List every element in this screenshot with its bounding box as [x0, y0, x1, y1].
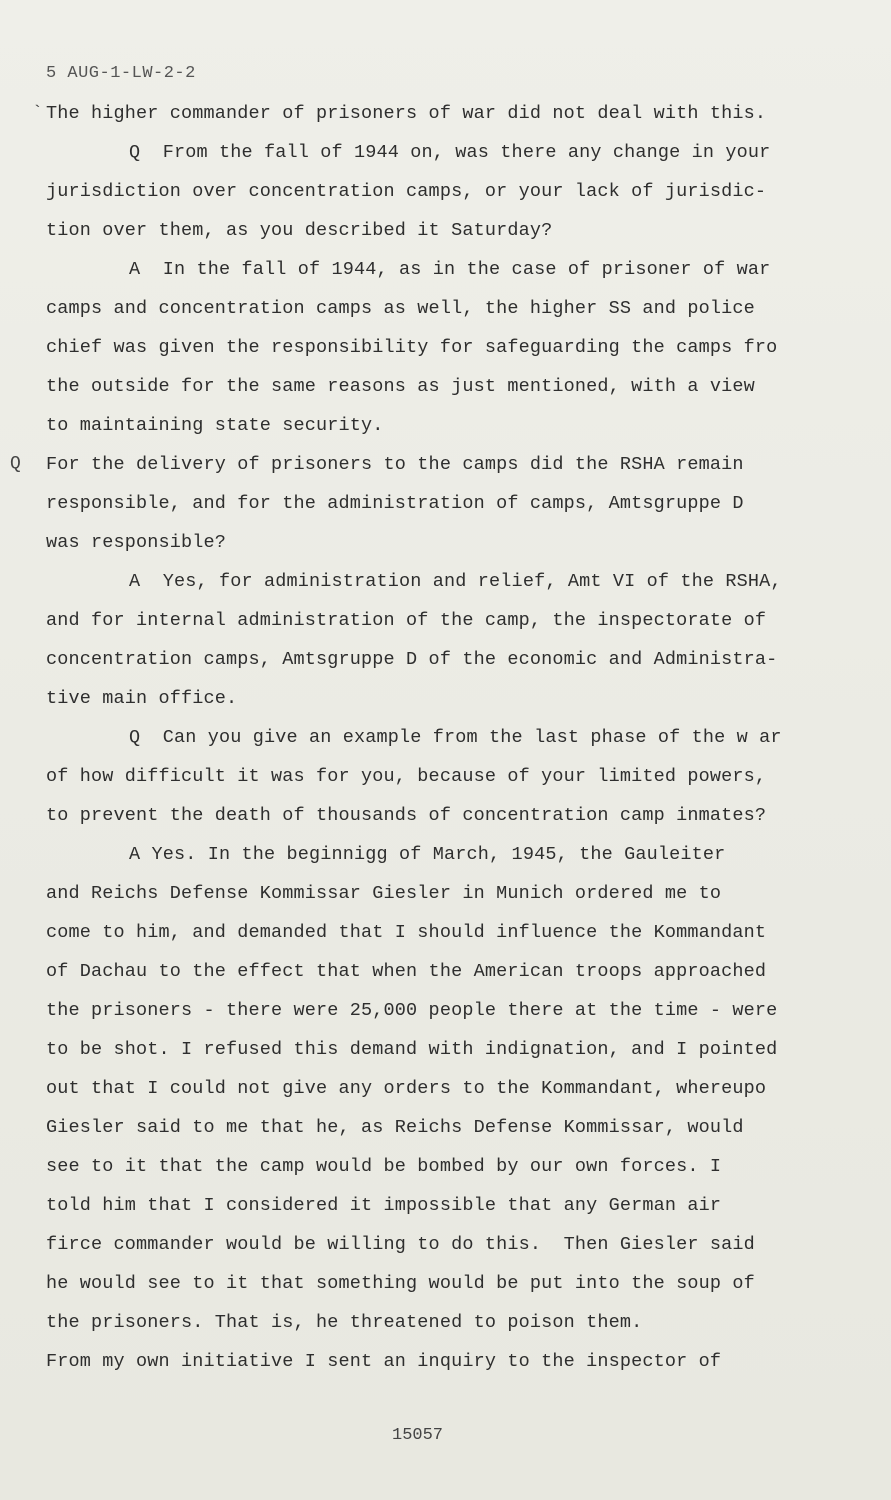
page-number: 15057 — [392, 1426, 444, 1445]
text-line: was responsible? — [46, 532, 227, 553]
text-line: Giesler said to me that he, as Reichs Defense Kommissar, would — [46, 1117, 744, 1138]
text-line: and Reichs Defense Kommissar Giesler in Munich ordered me to — [46, 883, 722, 904]
text-line: A Yes, for administration and relief, Amt VI of the RSHA, — [129, 571, 782, 592]
text-line: concentration camps, Amtsgruppe D of the economic and Administra- — [46, 649, 778, 670]
text-line: The higher commander of prisoners of war did not deal with this. — [46, 103, 767, 124]
text-line: told him that I considered it impossible that any German air — [46, 1195, 722, 1216]
text-line: tive main office. — [46, 688, 238, 709]
text-line: tion over them, as you described it Saturday? — [46, 220, 553, 241]
text-line: From my own initiative I sent an inquiry to the inspector of — [46, 1351, 722, 1372]
tick-mark: ` — [32, 104, 43, 124]
text-line: responsible, and for the administration of camps, Amtsgruppe D — [46, 493, 744, 514]
text-line: and for internal administration of the camp, the inspectorate of — [46, 610, 767, 631]
text-line: to maintaining state security. — [46, 415, 384, 436]
text-line: the outside for the same reasons as just mentioned, with a view — [46, 376, 755, 397]
text-line: For the delivery of prisoners to the camps did the RSHA remain — [46, 454, 744, 475]
text-line: Q Can you give an example from the last phase of the w ar — [129, 727, 782, 748]
text-line: to prevent the death of thousands of concentration camp inmates? — [46, 805, 767, 826]
text-line: to be shot. I refused this demand with indignation, and I pointed — [46, 1039, 778, 1060]
text-line: jurisdiction over concentration camps, or your lack of jurisdic- — [46, 181, 767, 202]
text-line: see to it that the camp would be bombed by our own forces. I — [46, 1156, 722, 1177]
text-line: A Yes. In the beginnigg of March, 1945, the Gauleiter — [129, 844, 726, 865]
document-header-code: 5 AUG-1-LW-2-2 — [46, 64, 196, 83]
text-line: out that I could not give any orders to the Kommandant, whereupo — [46, 1078, 767, 1099]
text-line: camps and concentration camps as well, the higher SS and police — [46, 298, 755, 319]
text-line: of how difficult it was for you, because of your limited powers, — [46, 766, 767, 787]
text-line: Q From the fall of 1944 on, was there any change in your — [129, 142, 771, 163]
margin-question-mark: Q — [10, 454, 21, 474]
text-line: the prisoners. That is, he threatened to poison them. — [46, 1312, 643, 1333]
text-line: chief was given the responsibility for safeguarding the camps fro — [46, 337, 778, 358]
text-line: of Dachau to the effect that when the American troops approached — [46, 961, 767, 982]
text-line: the prisoners - there were 25,000 people there at the time - were — [46, 1000, 778, 1021]
text-line: he would see to it that something would be put into the soup of — [46, 1273, 755, 1294]
text-line: come to him, and demanded that I should influence the Kommandant — [46, 922, 767, 943]
text-line: firce commander would be willing to do this. Then Giesler said — [46, 1234, 755, 1255]
text-line: A In the fall of 1944, as in the case of prisoner of war — [129, 259, 771, 280]
